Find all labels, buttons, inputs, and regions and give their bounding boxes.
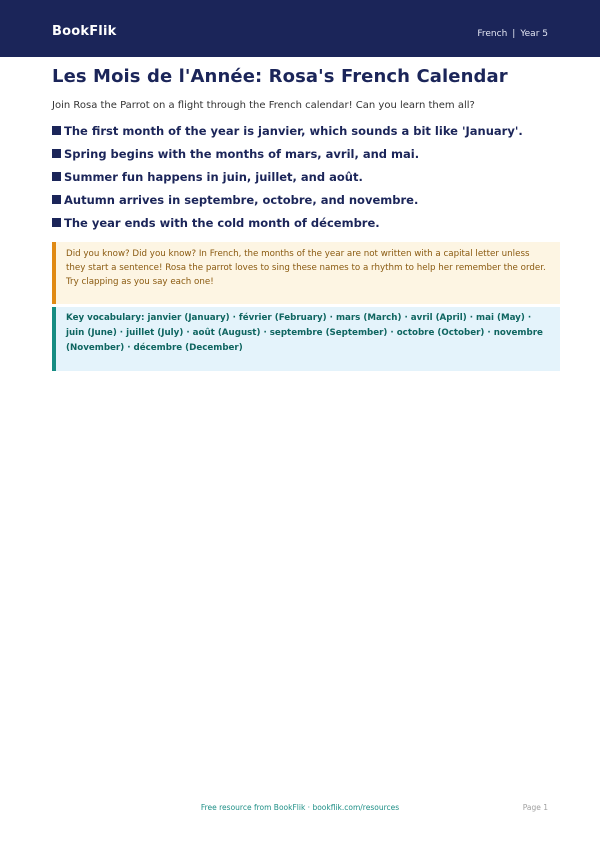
list-item: [52, 124, 552, 147]
square-bullet-icon: [52, 218, 61, 227]
footer-link[interactable]: Free resource from BookFlik · bookflik.com/resources: [200, 803, 400, 812]
list-item-text: Autumn arrives in septembre, octobre, and novembre.: [64, 193, 419, 207]
month-facts-list: [52, 124, 552, 239]
list-item: [52, 147, 552, 170]
key-vocabulary-box: Key vocabulary: janvier (January) · février (February) · mars (March) · avril (April) · mai (May) · juin (June) · juillet (July) · août (August) · septembre (September) · octobre (October) · novembre (November) · décembre (December): [52, 307, 560, 371]
square-bullet-icon: [52, 195, 61, 204]
subject-label: French: [477, 29, 508, 39]
list-item: [52, 193, 552, 216]
list-item-text: The first month of the year is janvier, which sounds a bit like 'January'.: [64, 124, 523, 138]
page-number: Page 1: [522, 803, 548, 812]
square-bullet-icon: [52, 172, 61, 181]
list-item-text: Summer fun happens in juin, juillet, and août.: [64, 170, 363, 184]
list-item-text: Spring begins with the months of mars, avril, and mai.: [64, 147, 420, 161]
meta-separator: |: [512, 29, 516, 39]
year-label: Year 5: [520, 29, 548, 39]
page-header: [0, 0, 600, 57]
square-bullet-icon: [52, 126, 61, 135]
intro-text: Join Rosa the Parrot on a flight through the French calendar! Can you learn them all?: [52, 100, 475, 111]
list-item-text: The year ends with the cold month of décembre.: [64, 216, 380, 230]
list-item: [52, 216, 552, 239]
square-bullet-icon: [52, 149, 61, 158]
did-you-know-callout: Did you know? Did you know? In French, the months of the year are not written with a capital letter unless they start a sentence! Rosa the parrot loves to sing these names to a rhythm to help her remember the order. Try clapping as you say each one!: [52, 242, 560, 304]
header-meta: [477, 29, 548, 39]
brand-logo: BookFlik: [52, 24, 117, 39]
page-title: Les Mois de l'Année: Rosa's French Calendar: [52, 66, 508, 87]
list-item: [52, 170, 552, 193]
